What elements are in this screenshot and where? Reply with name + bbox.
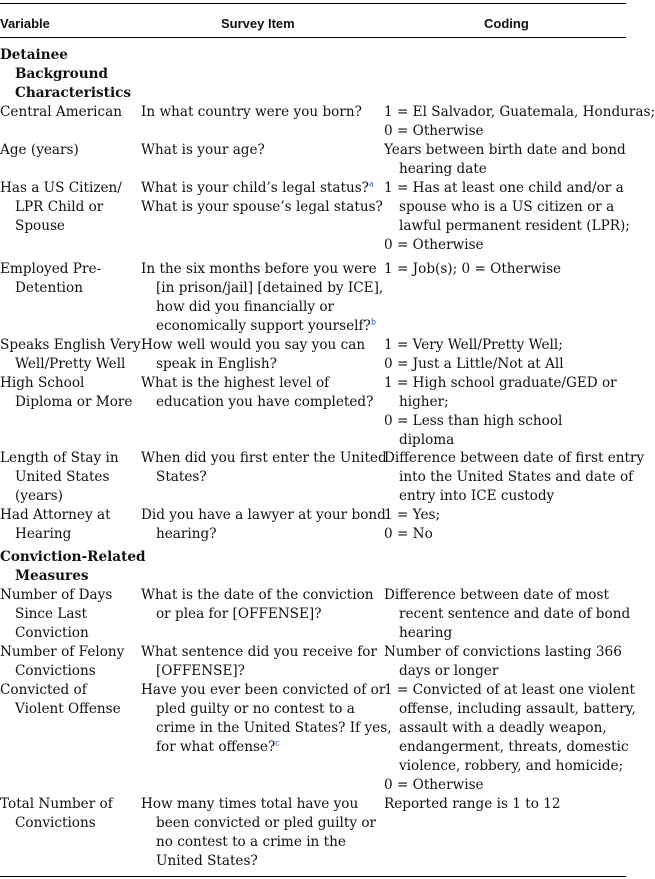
header-variable: Variable xyxy=(0,16,50,31)
item-us-citizen-child-spouse: What is your child’s legal status?$^a$ What is your spouse’s legal status? xyxy=(141,179,383,215)
variable-central-american: Central American xyxy=(0,104,123,120)
item-speaks-english: How well would you say you can speak in English? xyxy=(141,337,366,372)
item-high-school-diploma: What is the highest level of education you have completed? xyxy=(141,375,374,410)
variable-violent-offense: Convicted of Violent Offense xyxy=(0,682,121,717)
coding-high-school-diploma: 1 = High school graduate/GED or higher; 0 = Less than high school diploma xyxy=(384,375,617,448)
item-had-attorney: Did you have a lawyer at your bond hearing? xyxy=(141,507,386,542)
top-rule xyxy=(0,3,626,4)
coding-employed-pre-detention: 1 = Job(s); 0 = Otherwise xyxy=(384,261,562,277)
variable-days-since-conviction: Number of Days Since Last Conviction xyxy=(0,587,113,641)
header-survey-item: Survey Item xyxy=(221,16,295,31)
item-felony-convictions: What sentence did you receive for [OFFENSE]? xyxy=(141,644,377,679)
header-coding: Coding xyxy=(484,16,529,31)
coding-violent-offense: 1 = Convicted of at least one violent offense, including assault, battery, assault with a deadly weapon, endangerment, threats, domestic violence, robbery, and homicide; 0 = Otherwise xyxy=(384,682,636,793)
coding-had-attorney: 1 = Yes; 0 = No xyxy=(384,507,441,542)
coding-felony-convictions: Number of convictions lasting 366 days or longer xyxy=(384,644,622,679)
item-employed-pre-detention: In the six months before you were [in prison/jail] [detained by ICE], how did you financially or economically support yourself?$^b$ xyxy=(141,261,384,334)
coding-length-of-stay: Difference between date of first entry into the United States and date of entry into ICE custody xyxy=(384,450,645,504)
variable-employed-pre-detention: Employed Pre- Detention xyxy=(0,261,102,296)
variable-speaks-english: Speaks English Very Well/Pretty Well xyxy=(0,337,141,372)
item-central-american: In what country were you born? xyxy=(141,104,362,120)
variable-high-school-diploma: High School Diploma or More xyxy=(0,375,133,410)
coding-speaks-english: 1 = Very Well/Pretty Well; 0 = Just a Little/Not at All xyxy=(384,337,564,372)
coding-total-convictions: Reported range is 1 to 12 xyxy=(384,796,561,812)
footnote-marker-a[interactable]: a xyxy=(368,179,374,189)
item-violent-offense: Have you ever been convicted of or pled guilty or no contest to a crime in the United States? If yes, for what offense?$^c$ xyxy=(141,682,392,755)
coding-days-since-conviction: Difference between date of most recent sentence and date of bond hearing xyxy=(384,587,631,641)
variable-total-convictions: Total Number of Convictions xyxy=(0,796,113,831)
footnote-marker-b[interactable]: b xyxy=(370,317,376,327)
coding-us-citizen-child-spouse: 1 = Has at least one child and/or a spouse who is a US citizen or a lawful permanent resident (LPR); 0 = Otherwise xyxy=(384,180,630,253)
variable-us-citizen-child-spouse: Has a US Citizen/ LPR Child or Spouse xyxy=(0,180,122,234)
variable-age: Age (years) xyxy=(0,142,79,158)
coding-central-american: 1 = El Salvador, Guatemala, Honduras; 0 = Otherwise xyxy=(384,104,655,139)
coding-age: Years between birth date and bond hearing date xyxy=(384,142,626,177)
variable-length-of-stay: Length of Stay in United States (years) xyxy=(0,450,119,504)
footnote-marker-c[interactable]: c xyxy=(275,738,280,748)
section-heading-background: Detainee Background Characteristics xyxy=(0,47,132,101)
item-length-of-stay: When did you first enter the United States? xyxy=(141,450,387,485)
item-days-since-conviction: What is the date of the conviction or plea for [OFFENSE]? xyxy=(141,587,374,622)
bottom-rule xyxy=(0,876,626,877)
item-age: What is your age? xyxy=(141,142,265,158)
variable-felony-convictions: Number of Felony Convictions xyxy=(0,644,125,679)
variable-had-attorney: Had Attorney at Hearing xyxy=(0,507,111,542)
section-heading-conviction: Conviction-Related Measures xyxy=(0,549,146,584)
item-total-convictions: How many times total have you been convicted or pled guilty or no contest to a crime in the United States? xyxy=(141,796,377,869)
header-rule xyxy=(0,37,626,38)
